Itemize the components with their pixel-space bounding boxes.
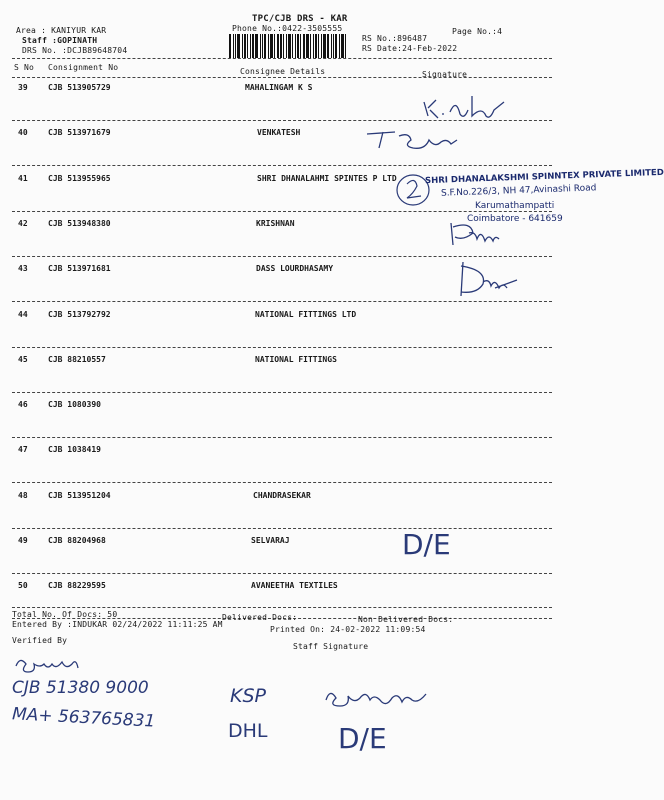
- barcode-bar: [247, 34, 248, 58]
- company-stamp: [424, 167, 664, 232]
- row-consignee-name: KRISHNAN: [256, 219, 295, 228]
- row-consignment-number: CJB 513971679: [48, 128, 111, 137]
- row-consignee-name: MAHALINGAM K S: [245, 83, 313, 92]
- total-docs: Total No. Of Docs: 50: [12, 610, 118, 619]
- rs-date: RS Date:24-Feb-2022: [362, 44, 458, 53]
- barcode-bar: [315, 34, 317, 58]
- row-serial-number: 48: [18, 491, 28, 500]
- col-header-signature: Signature: [422, 70, 468, 79]
- barcode-bar: [323, 34, 326, 58]
- barcode-bar: [333, 34, 334, 58]
- row-serial-number: 46: [18, 400, 28, 409]
- barcode-bar: [321, 34, 322, 58]
- row-consignee-name: DASS LOURDHASAMY: [256, 264, 334, 273]
- barcode-bar: [310, 34, 311, 58]
- verified-by: Verified By: [12, 636, 68, 645]
- barcode-bar: [264, 34, 266, 58]
- row-consignee-name: SELVARAJ: [251, 536, 290, 545]
- row-39-signature: [420, 92, 510, 120]
- phone-number: Phone No.:0422-3505555: [232, 24, 343, 33]
- stamp-city-pin: Coimbatore - 641659: [467, 214, 563, 224]
- barcode-bar: [237, 34, 240, 58]
- row-divider: [12, 573, 552, 574]
- footer-divider: [12, 607, 552, 608]
- row-consignment-number: CJB 513971681: [48, 264, 111, 273]
- barcode-bar: [280, 34, 282, 58]
- row-divider: [12, 256, 552, 257]
- barcode-bar: [300, 34, 301, 58]
- staff-label: Staff :GOPINATH: [22, 36, 98, 45]
- barcode-bar: [252, 34, 254, 58]
- row-consignment-number: CJB 513951204: [48, 491, 111, 500]
- barcode-bar: [295, 34, 296, 58]
- row-serial-number: 39: [18, 83, 28, 92]
- row-consignment-number: CJB 513948380: [48, 219, 111, 228]
- row-divider: [12, 392, 552, 393]
- barcode: [229, 34, 353, 58]
- row-divider: [12, 120, 552, 121]
- row-divider: [12, 528, 552, 529]
- barcode-bar: [331, 34, 332, 58]
- row-40-signature: [365, 128, 460, 150]
- row-consignment-number: CJB 1080390: [48, 400, 101, 409]
- handwritten-ma-number: MA+ 563765831: [11, 704, 156, 732]
- barcode-bar: [292, 34, 293, 58]
- barcode-bar: [233, 34, 234, 58]
- barcode-bar: [229, 34, 231, 58]
- delivered-docs: Delivered Docs:: [222, 613, 298, 622]
- barcode-bar: [335, 34, 337, 58]
- barcode-bar: [288, 34, 291, 58]
- row-consignee-name: NATIONAL FITTINGS LTD: [255, 310, 357, 319]
- row-serial-number: 49: [18, 536, 28, 545]
- entered-by: Entered By :INDUKAR 02/24/2022 11:11:25 AM: [12, 620, 223, 629]
- row-consignment-number: CJB 88204968: [48, 536, 106, 545]
- barcode-bar: [274, 34, 275, 58]
- barcode-bar: [283, 34, 284, 58]
- barcode-bar: [339, 34, 340, 58]
- barcode-bar: [303, 34, 305, 58]
- barcode-bar: [277, 34, 279, 58]
- row-divider: [12, 437, 552, 438]
- row-consignment-number: CJB 1038419: [48, 445, 101, 454]
- barcode-bar: [244, 34, 246, 58]
- row-serial-number: 45: [18, 355, 28, 364]
- row-serial-number: 41: [18, 174, 28, 183]
- column-header-divider: [12, 77, 552, 78]
- row-43-signature: [455, 258, 520, 300]
- barcode-bar: [242, 34, 243, 58]
- header-divider: [12, 58, 552, 59]
- barcode-bar: [327, 34, 329, 58]
- verified-by-signature: [12, 652, 87, 676]
- row-consignment-number: CJB 513955965: [48, 174, 111, 183]
- row-serial-number: 43: [18, 264, 28, 273]
- row-serial-number: 42: [18, 219, 28, 228]
- area-label: Area : KANIYUR KAR: [16, 26, 107, 35]
- staff-signature: [322, 684, 432, 714]
- row-49-de-mark: D/E: [402, 528, 451, 561]
- row-divider: [12, 301, 552, 302]
- row-divider: [12, 482, 552, 483]
- row-consignee-name: VENKATESH: [257, 128, 301, 137]
- barcode-bar: [297, 34, 299, 58]
- page-number: Page No.:4: [452, 27, 503, 36]
- barcode-bar: [286, 34, 287, 58]
- handwritten-dhl: DHL: [228, 720, 268, 742]
- handwritten-ksp: KSP: [230, 685, 266, 707]
- row-serial-number: 40: [18, 128, 28, 137]
- staff-signature-label: Staff Signature: [293, 642, 369, 651]
- printed-on: Printed On: 24-02-2022 11:09:54: [270, 625, 426, 634]
- row-serial-number: 47: [18, 445, 28, 454]
- row-serial-number: 50: [18, 581, 28, 590]
- row-consignment-number: CJB 513792792: [48, 310, 111, 319]
- stamp-company-name: SHRI DHANALAKSHMI SPINNTEX PRIVATE LIMITED: [424, 167, 664, 187]
- row-consignment-number: CJB 88210557: [48, 355, 106, 364]
- row-consignee-name: CHANDRASEKAR: [253, 491, 311, 500]
- barcode-bar: [306, 34, 309, 58]
- stamp-address: S.F.No.226/3, NH 47,Avinashi Road: [440, 183, 597, 199]
- stamp-locality: Karumathampatti: [475, 201, 555, 211]
- barcode-bar: [235, 34, 236, 58]
- barcode-bar: [341, 34, 344, 58]
- barcode-bar: [318, 34, 319, 58]
- non-delivered-docs: Non Delivered Docs:: [358, 615, 454, 624]
- barcode-bar: [260, 34, 261, 58]
- barcode-bar: [313, 34, 314, 58]
- row-consignee-name: SHRI DHANALAHMI SPINTES P LTD: [257, 174, 397, 183]
- col-header-consignment: Consignment No: [48, 63, 119, 72]
- row-consignment-number: CJB 88229595: [48, 581, 106, 590]
- row-serial-number: 44: [18, 310, 28, 319]
- barcode-bar: [255, 34, 258, 58]
- rs-number: RS No.:896487: [362, 34, 428, 43]
- drs-number: DRS No. :DCJB89648704: [22, 46, 128, 55]
- barcode-bar: [262, 34, 263, 58]
- barcode-bar: [270, 34, 273, 58]
- row-divider: [12, 347, 552, 348]
- barcode-bar: [345, 34, 346, 58]
- document-title: TPC/CJB DRS - KAR: [252, 14, 348, 24]
- row-consignee-name: NATIONAL FITTINGS: [255, 355, 337, 364]
- row-consignee-name: AVANEETHA TEXTILES: [251, 581, 338, 590]
- handwritten-cjb-number: CJB 51380 9000: [12, 678, 149, 698]
- row-consignment-number: CJB 513905729: [48, 83, 111, 92]
- col-header-consignee: Consignee Details: [240, 67, 326, 76]
- barcode-bar: [250, 34, 251, 58]
- barcode-bar: [268, 34, 269, 58]
- col-header-sno: S No: [14, 63, 35, 72]
- row-divider: [12, 165, 552, 166]
- handwritten-de-mark: D/E: [338, 722, 387, 755]
